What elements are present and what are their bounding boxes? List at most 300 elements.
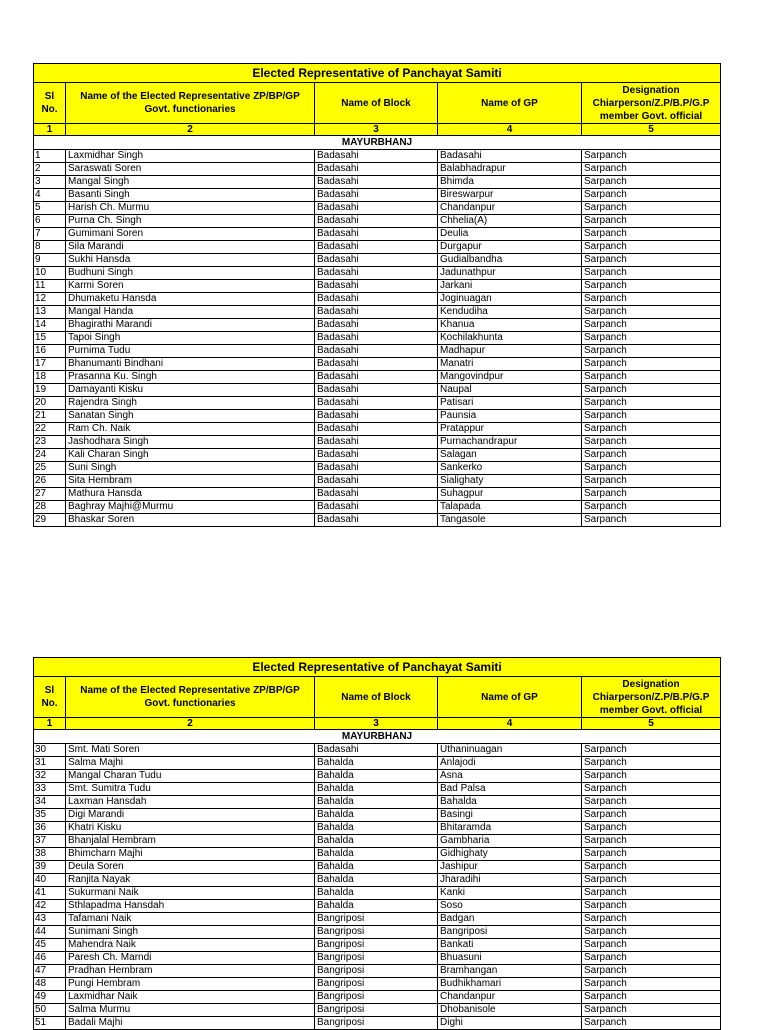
cell-sl-no: 9: [34, 254, 66, 267]
table-row: [34, 436, 721, 449]
cell-designation: Sarpanch: [582, 796, 721, 809]
cell-gp-name: Paunsia: [438, 410, 582, 423]
column-header-sl-no: Sl No.: [34, 83, 66, 124]
cell-block-name: Badasahi: [315, 176, 438, 189]
cell-representative-name: Damayanti Kisku: [66, 384, 315, 397]
cell-representative-name: Dhumaketu Hansda: [66, 293, 315, 306]
cell-representative-name: Budhuni Singh: [66, 267, 315, 280]
cell-sl-no: 2: [34, 163, 66, 176]
cell-representative-name: Mangal Handa: [66, 306, 315, 319]
cell-gp-name: Badasahi: [438, 150, 582, 163]
table-row: [34, 1017, 721, 1030]
cell-block-name: Bahalda: [315, 757, 438, 770]
table-row: [34, 267, 721, 280]
cell-block-name: Badasahi: [315, 423, 438, 436]
cell-designation: Sarpanch: [582, 436, 721, 449]
table-title: Elected Representative of Panchayat Samiti: [34, 64, 721, 83]
table-row: [34, 501, 721, 514]
column-number: 3: [315, 124, 438, 136]
cell-gp-name: Sialighaty: [438, 475, 582, 488]
cell-designation: Sarpanch: [582, 952, 721, 965]
cell-designation: Sarpanch: [582, 1017, 721, 1030]
cell-representative-name: Karmi Soren: [66, 280, 315, 293]
cell-block-name: Bangriposi: [315, 991, 438, 1004]
table-row: [34, 913, 721, 926]
column-header-gp-name: Name of GP: [438, 83, 582, 124]
cell-representative-name: Deula Soren: [66, 861, 315, 874]
table-row: [34, 462, 721, 475]
cell-representative-name: Tapoi Singh: [66, 332, 315, 345]
cell-designation: Sarpanch: [582, 809, 721, 822]
column-number: 1: [34, 718, 66, 730]
cell-block-name: Badasahi: [315, 384, 438, 397]
cell-block-name: Bahalda: [315, 770, 438, 783]
cell-representative-name: Ram Ch. Naik: [66, 423, 315, 436]
district-row: [34, 136, 721, 150]
cell-sl-no: 30: [34, 744, 66, 757]
column-number: 2: [66, 718, 315, 730]
cell-sl-no: 7: [34, 228, 66, 241]
table-row: [34, 215, 721, 228]
cell-block-name: Bahalda: [315, 783, 438, 796]
table-row: [34, 306, 721, 319]
cell-block-name: Badasahi: [315, 202, 438, 215]
cell-representative-name: Sukhi Hansda: [66, 254, 315, 267]
cell-sl-no: 13: [34, 306, 66, 319]
table-row: [34, 319, 721, 332]
cell-sl-no: 44: [34, 926, 66, 939]
cell-block-name: Badasahi: [315, 280, 438, 293]
table-row: [34, 410, 721, 423]
cell-designation: Sarpanch: [582, 874, 721, 887]
column-header-gp-name: Name of GP: [438, 677, 582, 718]
cell-gp-name: Bad Palsa: [438, 783, 582, 796]
cell-sl-no: 43: [34, 913, 66, 926]
cell-designation: Sarpanch: [582, 306, 721, 319]
cell-representative-name: Kali Charan Singh: [66, 449, 315, 462]
table-row: [34, 345, 721, 358]
cell-designation: Sarpanch: [582, 978, 721, 991]
table-row: [34, 397, 721, 410]
cell-block-name: Badasahi: [315, 397, 438, 410]
cell-designation: Sarpanch: [582, 991, 721, 1004]
cell-designation: Sarpanch: [582, 783, 721, 796]
cell-sl-no: 49: [34, 991, 66, 1004]
cell-designation: Sarpanch: [582, 202, 721, 215]
table-row: [34, 358, 721, 371]
table-row: [34, 887, 721, 900]
cell-designation: Sarpanch: [582, 267, 721, 280]
table-row: [34, 952, 721, 965]
cell-sl-no: 17: [34, 358, 66, 371]
table-row: [34, 874, 721, 887]
representatives-table-2: [33, 657, 721, 1030]
cell-block-name: Bahalda: [315, 848, 438, 861]
cell-block-name: Badasahi: [315, 241, 438, 254]
cell-block-name: Bahalda: [315, 796, 438, 809]
cell-gp-name: Jadunathpur: [438, 267, 582, 280]
cell-designation: Sarpanch: [582, 150, 721, 163]
cell-sl-no: 31: [34, 757, 66, 770]
cell-sl-no: 28: [34, 501, 66, 514]
table-row: [34, 835, 721, 848]
table-row: [34, 926, 721, 939]
cell-sl-no: 51: [34, 1017, 66, 1030]
cell-gp-name: Madhapur: [438, 345, 582, 358]
cell-gp-name: Chandanpur: [438, 991, 582, 1004]
cell-block-name: Bangriposi: [315, 926, 438, 939]
table-row: [34, 241, 721, 254]
cell-representative-name: Mangal Charan Tudu: [66, 770, 315, 783]
table-row: [34, 822, 721, 835]
cell-representative-name: Purna Ch. Singh: [66, 215, 315, 228]
column-header-block-name: Name of Block: [315, 83, 438, 124]
cell-sl-no: 36: [34, 822, 66, 835]
cell-block-name: Badasahi: [315, 514, 438, 527]
cell-designation: Sarpanch: [582, 384, 721, 397]
cell-block-name: Badasahi: [315, 254, 438, 267]
cell-designation: Sarpanch: [582, 488, 721, 501]
cell-designation: Sarpanch: [582, 848, 721, 861]
table-title-row: [34, 658, 721, 677]
cell-block-name: Badasahi: [315, 371, 438, 384]
table-row: [34, 796, 721, 809]
cell-designation: Sarpanch: [582, 900, 721, 913]
cell-representative-name: Pradhan Hembram: [66, 965, 315, 978]
cell-gp-name: Kochilakhunta: [438, 332, 582, 345]
cell-sl-no: 27: [34, 488, 66, 501]
cell-representative-name: Digi Marandi: [66, 809, 315, 822]
header-row: [34, 677, 721, 718]
cell-block-name: Badasahi: [315, 501, 438, 514]
cell-representative-name: Sila Marandi: [66, 241, 315, 254]
cell-gp-name: Bahalda: [438, 796, 582, 809]
cell-designation: Sarpanch: [582, 254, 721, 267]
table-row: [34, 939, 721, 952]
table-row: [34, 514, 721, 527]
column-number: 5: [582, 718, 721, 730]
cell-designation: Sarpanch: [582, 887, 721, 900]
table-row: [34, 228, 721, 241]
cell-block-name: Badasahi: [315, 306, 438, 319]
cell-block-name: Badasahi: [315, 189, 438, 202]
cell-sl-no: 38: [34, 848, 66, 861]
table-row: [34, 965, 721, 978]
cell-sl-no: 5: [34, 202, 66, 215]
cell-gp-name: Balabhadrapur: [438, 163, 582, 176]
column-header-designation: Designation Chiarperson/Z.P/B.P/G.P member Govt. official: [582, 83, 721, 124]
cell-sl-no: 40: [34, 874, 66, 887]
cell-sl-no: 12: [34, 293, 66, 306]
cell-representative-name: Sanatan Singh: [66, 410, 315, 423]
cell-sl-no: 16: [34, 345, 66, 358]
cell-gp-name: Durgapur: [438, 241, 582, 254]
cell-block-name: Bahalda: [315, 861, 438, 874]
cell-gp-name: Dhobanisole: [438, 1004, 582, 1017]
cell-representative-name: Salma Majhi: [66, 757, 315, 770]
cell-sl-no: 1: [34, 150, 66, 163]
cell-block-name: Bangriposi: [315, 965, 438, 978]
cell-block-name: Bahalda: [315, 809, 438, 822]
cell-block-name: Bangriposi: [315, 1004, 438, 1017]
cell-gp-name: Bhimda: [438, 176, 582, 189]
cell-gp-name: Suhagpur: [438, 488, 582, 501]
cell-gp-name: Bhitaramda: [438, 822, 582, 835]
cell-designation: Sarpanch: [582, 835, 721, 848]
cell-sl-no: 19: [34, 384, 66, 397]
cell-sl-no: 18: [34, 371, 66, 384]
cell-block-name: Bangriposi: [315, 1017, 438, 1030]
cell-representative-name: Tafamani Naik: [66, 913, 315, 926]
cell-representative-name: Bhagirathi Marandi: [66, 319, 315, 332]
cell-gp-name: Talapada: [438, 501, 582, 514]
cell-designation: Sarpanch: [582, 449, 721, 462]
district-name: MAYURBHANJ: [34, 136, 721, 150]
column-number-row: [34, 718, 721, 730]
cell-gp-name: Naupal: [438, 384, 582, 397]
table-row: [34, 202, 721, 215]
cell-gp-name: Patisari: [438, 397, 582, 410]
cell-designation: Sarpanch: [582, 293, 721, 306]
cell-block-name: Badasahi: [315, 150, 438, 163]
table-row: [34, 488, 721, 501]
table-title: Elected Representative of Panchayat Samiti: [34, 658, 721, 677]
cell-gp-name: Asna: [438, 770, 582, 783]
cell-representative-name: Paresh Ch. Marndi: [66, 952, 315, 965]
cell-representative-name: Laxman Hansdah: [66, 796, 315, 809]
table-row: [34, 1004, 721, 1017]
table-title-row: [34, 64, 721, 83]
table-row: [34, 332, 721, 345]
cell-designation: Sarpanch: [582, 423, 721, 436]
cell-representative-name: Mangal Singh: [66, 176, 315, 189]
cell-representative-name: Prasanna Ku. Singh: [66, 371, 315, 384]
cell-block-name: Badasahi: [315, 488, 438, 501]
cell-block-name: Badasahi: [315, 475, 438, 488]
cell-gp-name: Basingi: [438, 809, 582, 822]
cell-designation: Sarpanch: [582, 757, 721, 770]
cell-sl-no: 23: [34, 436, 66, 449]
column-header-sl-no: Sl No.: [34, 677, 66, 718]
cell-designation: Sarpanch: [582, 228, 721, 241]
cell-gp-name: Badgan: [438, 913, 582, 926]
cell-sl-no: 32: [34, 770, 66, 783]
table-row: [34, 189, 721, 202]
column-number: 4: [438, 718, 582, 730]
cell-representative-name: Laxmidhar Naik: [66, 991, 315, 1004]
cell-block-name: Badasahi: [315, 436, 438, 449]
cell-gp-name: Purnachandrapur: [438, 436, 582, 449]
cell-representative-name: Salma Murmu: [66, 1004, 315, 1017]
cell-block-name: Bangriposi: [315, 978, 438, 991]
cell-gp-name: Bramhangan: [438, 965, 582, 978]
cell-designation: Sarpanch: [582, 965, 721, 978]
cell-block-name: Badasahi: [315, 319, 438, 332]
column-header-representative-name: Name of the Elected Representative ZP/BP/GP Govt. functionaries: [66, 677, 315, 718]
cell-representative-name: Suni Singh: [66, 462, 315, 475]
cell-representative-name: Rajendra Singh: [66, 397, 315, 410]
table-row: [34, 150, 721, 163]
cell-block-name: Bahalda: [315, 874, 438, 887]
table-row: [34, 423, 721, 436]
cell-sl-no: 25: [34, 462, 66, 475]
cell-representative-name: Badali Majhi: [66, 1017, 315, 1030]
cell-representative-name: Sukurmani Naik: [66, 887, 315, 900]
cell-block-name: Bahalda: [315, 822, 438, 835]
cell-sl-no: 3: [34, 176, 66, 189]
cell-designation: Sarpanch: [582, 861, 721, 874]
cell-representative-name: Ranjita Nayak: [66, 874, 315, 887]
table-row: [34, 848, 721, 861]
cell-sl-no: 10: [34, 267, 66, 280]
cell-sl-no: 26: [34, 475, 66, 488]
cell-block-name: Badasahi: [315, 744, 438, 757]
cell-representative-name: Bhanumanti Bindhani: [66, 358, 315, 371]
cell-representative-name: Baghray Majhi@Murmu: [66, 501, 315, 514]
cell-sl-no: 35: [34, 809, 66, 822]
cell-representative-name: Jashodhara Singh: [66, 436, 315, 449]
cell-designation: Sarpanch: [582, 939, 721, 952]
cell-sl-no: 21: [34, 410, 66, 423]
cell-block-name: Badasahi: [315, 163, 438, 176]
cell-designation: Sarpanch: [582, 332, 721, 345]
cell-designation: Sarpanch: [582, 744, 721, 757]
table-row: [34, 371, 721, 384]
table-row: [34, 163, 721, 176]
table-row: [34, 783, 721, 796]
table-row: [34, 757, 721, 770]
cell-gp-name: Mangovindpur: [438, 371, 582, 384]
cell-designation: Sarpanch: [582, 176, 721, 189]
cell-representative-name: Smt. Sumitra Tudu: [66, 783, 315, 796]
cell-sl-no: 46: [34, 952, 66, 965]
column-header-representative-name: Name of the Elected Representative ZP/BP/GP Govt. functionaries: [66, 83, 315, 124]
table-row: [34, 280, 721, 293]
cell-gp-name: Gudialbandha: [438, 254, 582, 267]
cell-designation: Sarpanch: [582, 345, 721, 358]
cell-sl-no: 39: [34, 861, 66, 874]
cell-gp-name: Chhelia(A): [438, 215, 582, 228]
cell-sl-no: 22: [34, 423, 66, 436]
cell-gp-name: Salagan: [438, 449, 582, 462]
column-number: 5: [582, 124, 721, 136]
column-number-row: [34, 124, 721, 136]
cell-designation: Sarpanch: [582, 822, 721, 835]
cell-sl-no: 8: [34, 241, 66, 254]
header-row: [34, 83, 721, 124]
table-row: [34, 770, 721, 783]
representatives-table-1: [33, 63, 721, 527]
cell-gp-name: Dighi: [438, 1017, 582, 1030]
cell-gp-name: Bireswarpur: [438, 189, 582, 202]
cell-designation: Sarpanch: [582, 913, 721, 926]
district-name: MAYURBHANJ: [34, 730, 721, 744]
cell-sl-no: 24: [34, 449, 66, 462]
table-row: [34, 809, 721, 822]
cell-designation: Sarpanch: [582, 397, 721, 410]
cell-representative-name: Sthlapadma Hansdah: [66, 900, 315, 913]
cell-representative-name: Gumimani Soren: [66, 228, 315, 241]
cell-sl-no: 45: [34, 939, 66, 952]
cell-designation: Sarpanch: [582, 475, 721, 488]
table-row: [34, 475, 721, 488]
cell-sl-no: 47: [34, 965, 66, 978]
cell-gp-name: Deulia: [438, 228, 582, 241]
cell-representative-name: Bhanjalal Hembram: [66, 835, 315, 848]
cell-gp-name: Tangasole: [438, 514, 582, 527]
cell-gp-name: Jarkani: [438, 280, 582, 293]
cell-block-name: Badasahi: [315, 449, 438, 462]
cell-representative-name: Bhimcharn Majhi: [66, 848, 315, 861]
cell-designation: Sarpanch: [582, 501, 721, 514]
cell-block-name: Badasahi: [315, 410, 438, 423]
cell-designation: Sarpanch: [582, 241, 721, 254]
cell-sl-no: 50: [34, 1004, 66, 1017]
cell-sl-no: 34: [34, 796, 66, 809]
cell-gp-name: Manatri: [438, 358, 582, 371]
column-header-designation: Designation Chiarperson/Z.P/B.P/G.P member Govt. official: [582, 677, 721, 718]
cell-block-name: Badasahi: [315, 345, 438, 358]
cell-gp-name: Pratappur: [438, 423, 582, 436]
cell-gp-name: Kanki: [438, 887, 582, 900]
table-row: [34, 254, 721, 267]
cell-sl-no: 33: [34, 783, 66, 796]
cell-block-name: Badasahi: [315, 293, 438, 306]
cell-representative-name: Harish Ch. Murmu: [66, 202, 315, 215]
cell-designation: Sarpanch: [582, 358, 721, 371]
cell-gp-name: Gambharia: [438, 835, 582, 848]
cell-gp-name: Bangriposi: [438, 926, 582, 939]
cell-block-name: Badasahi: [315, 228, 438, 241]
column-number: 3: [315, 718, 438, 730]
cell-designation: Sarpanch: [582, 319, 721, 332]
column-number: 1: [34, 124, 66, 136]
cell-sl-no: 48: [34, 978, 66, 991]
cell-designation: Sarpanch: [582, 189, 721, 202]
cell-gp-name: Joginuagan: [438, 293, 582, 306]
cell-sl-no: 29: [34, 514, 66, 527]
table-row: [34, 991, 721, 1004]
cell-gp-name: Budhikhamari: [438, 978, 582, 991]
cell-designation: Sarpanch: [582, 514, 721, 527]
cell-sl-no: 42: [34, 900, 66, 913]
cell-sl-no: 41: [34, 887, 66, 900]
cell-representative-name: Sita Hembram: [66, 475, 315, 488]
cell-block-name: Badasahi: [315, 358, 438, 371]
cell-designation: Sarpanch: [582, 410, 721, 423]
cell-sl-no: 15: [34, 332, 66, 345]
table-row: [34, 978, 721, 991]
cell-representative-name: Khatri Kisku: [66, 822, 315, 835]
table-row: [34, 449, 721, 462]
cell-representative-name: Saraswati Soren: [66, 163, 315, 176]
cell-designation: Sarpanch: [582, 1004, 721, 1017]
cell-gp-name: Chandanpur: [438, 202, 582, 215]
cell-sl-no: 6: [34, 215, 66, 228]
cell-gp-name: Bankati: [438, 939, 582, 952]
cell-designation: Sarpanch: [582, 926, 721, 939]
cell-block-name: Badasahi: [315, 267, 438, 280]
cell-block-name: Bangriposi: [315, 913, 438, 926]
cell-gp-name: Uthaninuagan: [438, 744, 582, 757]
cell-designation: Sarpanch: [582, 280, 721, 293]
cell-representative-name: Purnima Tudu: [66, 345, 315, 358]
cell-gp-name: Jashipur: [438, 861, 582, 874]
table-block-2: [33, 657, 720, 1030]
column-number: 4: [438, 124, 582, 136]
column-number: 2: [66, 124, 315, 136]
table-row: [34, 861, 721, 874]
